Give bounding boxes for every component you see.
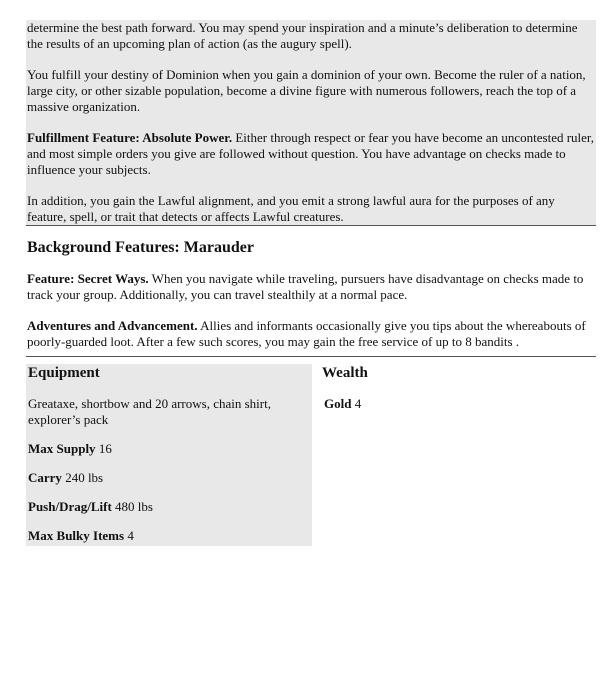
background-feature-text: When you navigate while traveling, pursuers have disadvantage on checks made to track your group. Additionally, you can travel stealthily at a normal pace. <box>27 271 584 302</box>
push-drag-lift-value: 480 lbs <box>111 499 153 514</box>
background-advancement-paragraph <box>26 318 596 350</box>
max-bulky-items-label: Max Bulky Items <box>28 528 125 543</box>
gold-label: Gold <box>324 396 352 411</box>
background-feature-paragraph <box>26 271 596 303</box>
max-bulky-items-line <box>28 528 312 544</box>
fulfillment-feature-paragraph <box>26 130 596 178</box>
equipment-section <box>26 364 312 546</box>
push-drag-lift-line <box>28 499 312 515</box>
fulfillment-feature-text: Either through respect or fear you have become an uncontested ruler, and most simple orders you give are followed without question. You have advantage on checks made to influence your subjects. <box>27 130 594 177</box>
section-divider <box>26 225 596 226</box>
destiny-addition-paragraph: In addition, you gain the Lawful alignment, and you emit a strong lawful aura for the purposes of any feature, spell, or trait that detects or affects Lawful creatures. <box>27 193 555 224</box>
equipment-wealth-row <box>26 364 596 546</box>
background-section <box>26 238 596 356</box>
gold-line <box>322 396 592 412</box>
destiny-fulfill-paragraph: You fulfill your destiny of Dominion when you gain a dominion of your own. Become the ruler of a nation, large city, or other sizable population, become a divine figure with numerous followers, reach the top of a massive organization. <box>27 67 586 114</box>
max-bulky-items-value: 4 <box>124 528 134 543</box>
background-feature-label: Feature: Secret Ways. <box>27 271 149 286</box>
max-supply-value: 16 <box>95 441 112 456</box>
max-supply-label: Max Supply <box>28 441 96 456</box>
fulfillment-feature-label: Fulfillment Feature: Absolute Power. <box>27 130 233 145</box>
carry-value: 240 lbs <box>61 470 104 485</box>
destiny-continued-paragraph: determine the best path forward. You may spend your inspiration and a minute’s deliberation to determine the results of an upcoming plan of action (as the augury spell). <box>27 20 578 51</box>
destiny-section <box>26 20 596 225</box>
background-advancement-label: Adventures and Advancement. <box>27 318 198 333</box>
gold-value: 4 <box>351 396 362 411</box>
max-supply-line <box>28 441 312 457</box>
character-sheet-page <box>26 20 596 546</box>
push-drag-lift-label: Push/Drag/Lift <box>28 499 112 514</box>
equipment-title: Equipment <box>28 365 100 381</box>
section-divider <box>26 356 596 357</box>
background-title: Background Features: Marauder <box>27 239 254 256</box>
carry-label: Carry <box>28 470 62 485</box>
equipment-items: Greataxe, shortbow and 20 arrows, chain shirt, explorer’s pack <box>28 396 271 427</box>
wealth-section <box>322 364 592 546</box>
background-advancement-text: Allies and informants occasionally give you tips about the whereabouts of poorly-guarded loot. After a few such scores, you may gain the free service of up to 8 bandits . <box>27 318 586 349</box>
carry-line <box>28 470 312 486</box>
wealth-title: Wealth <box>322 365 368 381</box>
